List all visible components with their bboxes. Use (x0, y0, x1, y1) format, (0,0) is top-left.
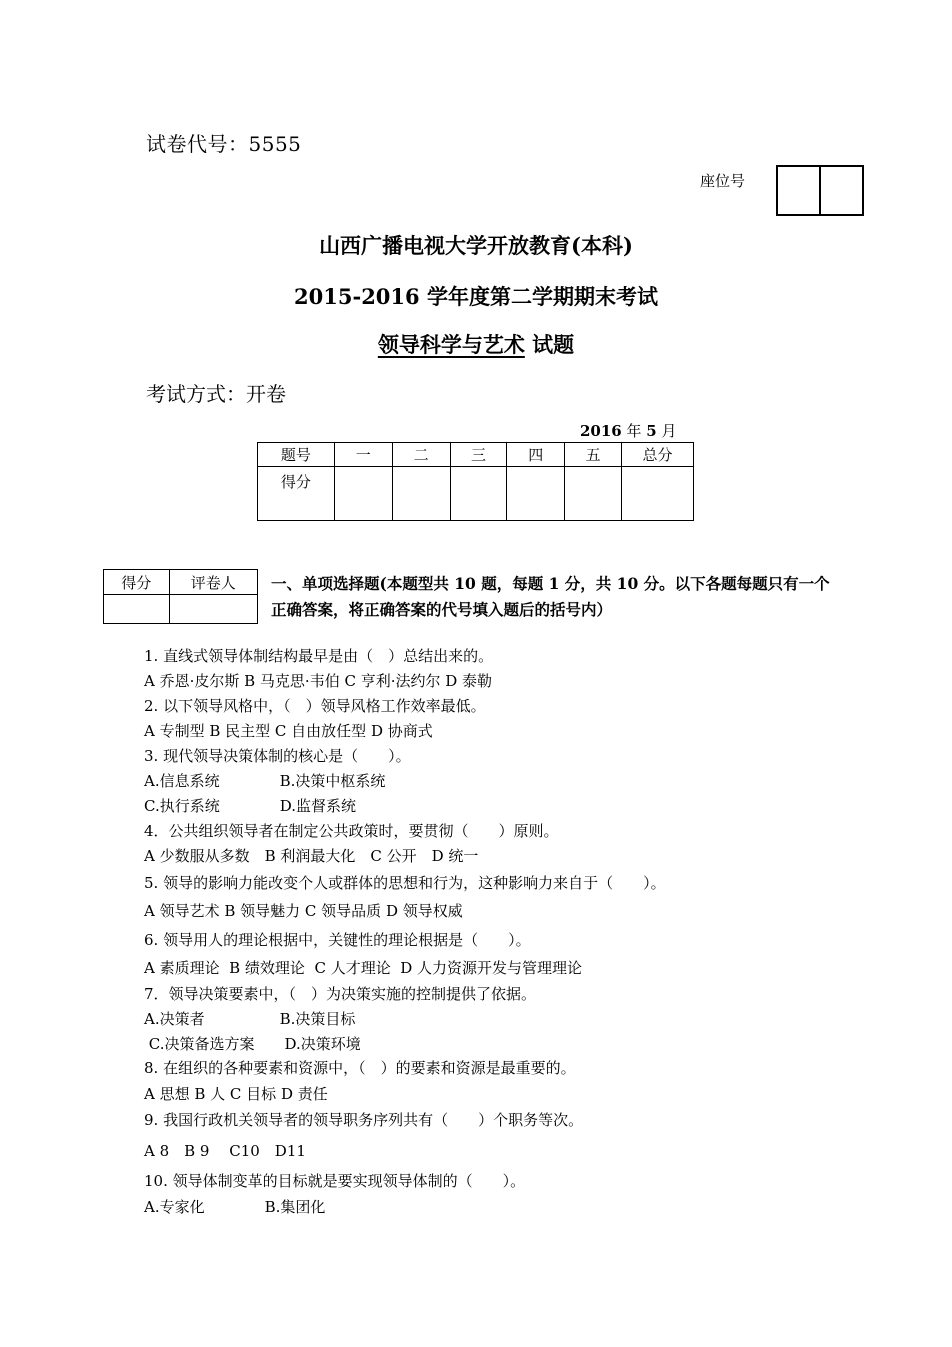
question-line: A 素质理论 B 绩效理论 C 人才理论 D 人力资源开发与管理理论 (144, 959, 583, 977)
score-table-row-label: 得分 (258, 467, 335, 521)
score-cell (565, 467, 622, 521)
question-line: A.信息系统 B.决策中枢系统 (144, 772, 386, 790)
grader-name-cell (169, 595, 257, 624)
exam-date-year-unit: 年 (621, 422, 647, 440)
question-line: A 专制型 B 民主型 C 自由放任型 D 协商式 (144, 722, 433, 740)
question-line: A.专家化 B.集团化 (144, 1198, 326, 1216)
section-heading: 一、单项选择题(本题型共 10 题，每题 1 分，共 10 分。以下各题每题只有一个正确答案，将正确答案的代号填入题后的括号内） (271, 574, 830, 619)
question-line: A 少数服从多数 B 利润最大化 C 公开 D 统一 (144, 847, 479, 865)
question-line: A 领导艺术 B 领导魅力 C 领导品质 D 领导权威 (144, 902, 463, 920)
exam-date-month-unit: 月 (656, 422, 677, 440)
exam-date-month: 5 (646, 422, 657, 440)
subject-title (0, 329, 952, 359)
question-line: 7．领导决策要素中，（ ）为决策实施的控制提供了依据。 (144, 985, 537, 1003)
grader-score-cell (104, 595, 170, 624)
score-table-header-cell: 三 (450, 443, 507, 467)
score-cell (450, 467, 507, 521)
score-table-header-cell: 题号 (258, 443, 335, 467)
score-summary-table (257, 442, 694, 521)
question-line: C.执行系统 D.监督系统 (144, 797, 356, 815)
score-table-header-row (258, 443, 694, 467)
question-line: 2. 以下领导风格中，（ ）领导风格工作效率最低。 (144, 697, 486, 715)
seat-number-label: 座位号 (700, 172, 746, 190)
score-table-header-cell: 一 (334, 443, 392, 467)
question-line: 3. 现代领导决策体制的核心是（ ）。 (144, 747, 411, 765)
grader-table-header-cell: 评卷人 (169, 570, 257, 595)
score-cell (334, 467, 392, 521)
question-line: A 8 B 9 C10 D11 (144, 1142, 306, 1160)
grader-table (103, 569, 258, 624)
exam-code: 试卷代号：5555 (146, 132, 302, 156)
score-table-header-cell: 五 (565, 443, 622, 467)
score-table-header-cell: 二 (392, 443, 450, 467)
score-cell (392, 467, 450, 521)
exam-term-title: 2015-2016 学年度第二学期期末考试 (294, 284, 658, 309)
exam-date (580, 420, 677, 441)
question-line: 6. 领导用人的理论根据中，关键性的理论根据是（ ）。 (144, 931, 531, 949)
score-cell (622, 467, 694, 521)
question-line: A 乔恩·皮尔斯 B 马克思·韦伯 C 亨利·法约尔 D 泰勒 (144, 672, 493, 690)
seat-number-cell-2 (819, 167, 862, 214)
subject-suffix: 试题 (524, 332, 575, 357)
score-table-header-cell: 四 (507, 443, 565, 467)
question-line: 10. 领导体制变革的目标就是要实现领导体制的（ ）。 (144, 1172, 526, 1190)
question-line: C.决策备选方案 D.决策环境 (144, 1035, 361, 1053)
question-line: A.决策者 B.决策目标 (144, 1010, 356, 1028)
question-line: 8. 在组织的各种要素和资源中，（ ）的要素和资源是最重要的。 (144, 1059, 576, 1077)
exam-mode: 考试方式：开卷 (146, 382, 286, 406)
question-line: 1. 直线式领导体制结构最早是由（ ）总结出来的。 (144, 647, 494, 665)
grader-table-header-row (104, 570, 258, 595)
score-table-score-row (258, 467, 694, 521)
question-line: 4．公共组织领导者在制定公共政策时，要贯彻（ ）原则。 (144, 822, 559, 840)
score-table-header-cell: 总分 (622, 443, 694, 467)
question-line: 5. 领导的影响力能改变个人或群体的思想和行为，这种影响力来自于（ ）。 (144, 874, 666, 892)
grader-table-header-cell: 得分 (104, 570, 170, 595)
question-line: 9. 我国行政机关领导者的领导职务序列共有（ ）个职务等次。 (144, 1111, 584, 1129)
question-line: A 思想 B 人 C 目标 D 责任 (144, 1085, 328, 1103)
subject-name: 领导科学与艺术 (377, 332, 525, 357)
grader-table-blank-row (104, 595, 258, 624)
seat-number-cell-1 (778, 167, 819, 214)
exam-date-year: 2016 (580, 422, 622, 440)
seat-number-box (776, 165, 864, 216)
score-cell (507, 467, 565, 521)
institution-title: 山西广播电视大学开放教育(本科) (319, 233, 633, 258)
